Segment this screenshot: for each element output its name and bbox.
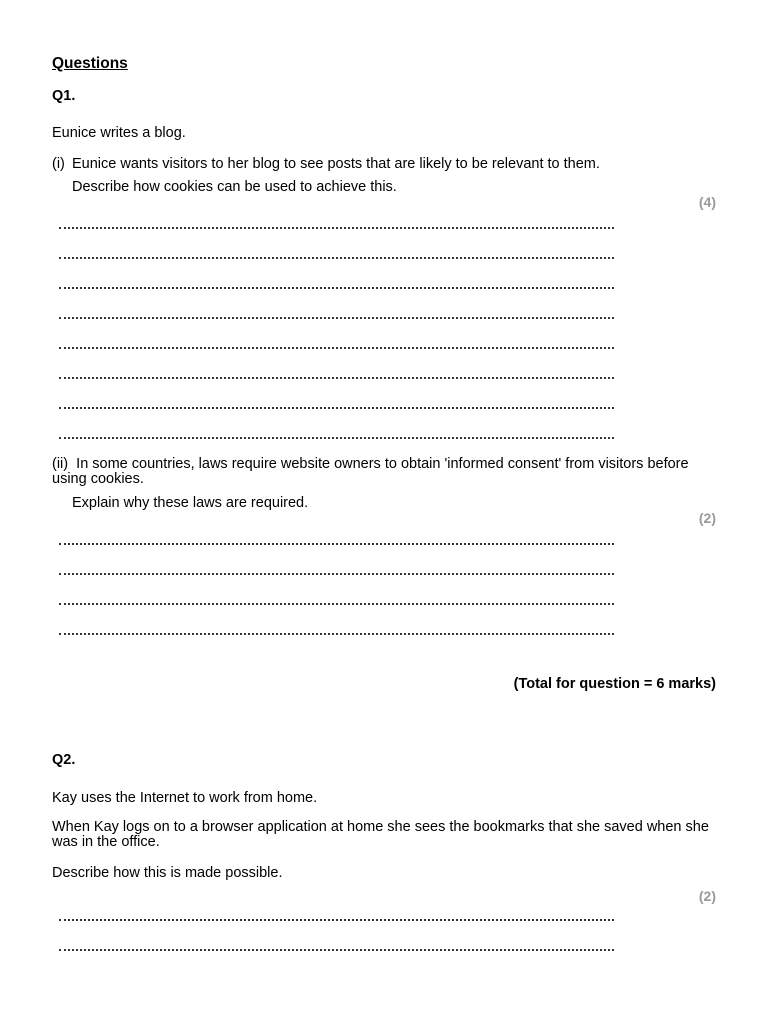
q1-part-ii-marks: (2)	[698, 510, 716, 526]
q1-number: Q1.	[52, 88, 76, 104]
q2-answer-line-2[interactable]	[59, 949, 614, 951]
q1-part-ii-instruction: Explain why these laws are required.	[72, 495, 309, 511]
q1-i-answer-line-7[interactable]	[59, 407, 614, 409]
q1-intro: Eunice writes a blog.	[52, 125, 186, 141]
q1-ii-answer-line-2[interactable]	[59, 573, 614, 575]
q1-i-answer-line-4[interactable]	[59, 317, 614, 319]
q1-i-answer-line-6[interactable]	[59, 377, 614, 379]
q2-intro: Kay uses the Internet to work from home.	[52, 790, 318, 806]
q2-marks: (2)	[698, 888, 716, 904]
q1-total-marks: (Total for question = 6 marks)	[513, 676, 716, 692]
q2-text: When Kay logs on to a browser application at home she sees the bookmarks that she saved when she was in the office.	[52, 819, 709, 850]
q1-i-answer-line-5[interactable]	[59, 347, 614, 349]
q1-i-answer-line-1[interactable]	[59, 227, 614, 229]
q1-part-i-marks: (4)	[698, 194, 716, 210]
q1-part-ii-block	[52, 457, 720, 487]
q1-part-i-text: Eunice wants visitors to her blog to see posts that are likely to be relevant to them.	[72, 156, 600, 172]
q2-instruction: Describe how this is made possible.	[52, 865, 283, 881]
q2-number: Q2.	[52, 752, 76, 768]
q1-i-answer-line-2[interactable]	[59, 257, 614, 259]
q2-answer-line-1[interactable]	[59, 919, 614, 921]
q1-ii-answer-line-1[interactable]	[59, 543, 614, 545]
q1-i-answer-line-8[interactable]	[59, 437, 614, 439]
page-heading: Questions	[52, 55, 128, 72]
q1-ii-answer-line-3[interactable]	[59, 603, 614, 605]
q1-part-ii-text: In some countries, laws require website owners to obtain 'informed consent' from visitors before using cookies.	[52, 456, 689, 487]
q1-ii-answer-line-4[interactable]	[59, 633, 614, 635]
q1-part-ii-label: (ii)	[52, 456, 69, 472]
q1-part-i-instruction: Describe how cookies can be used to achieve this.	[72, 179, 397, 195]
q1-part-i-label: (i)	[52, 156, 65, 172]
q1-i-answer-line-3[interactable]	[59, 287, 614, 289]
